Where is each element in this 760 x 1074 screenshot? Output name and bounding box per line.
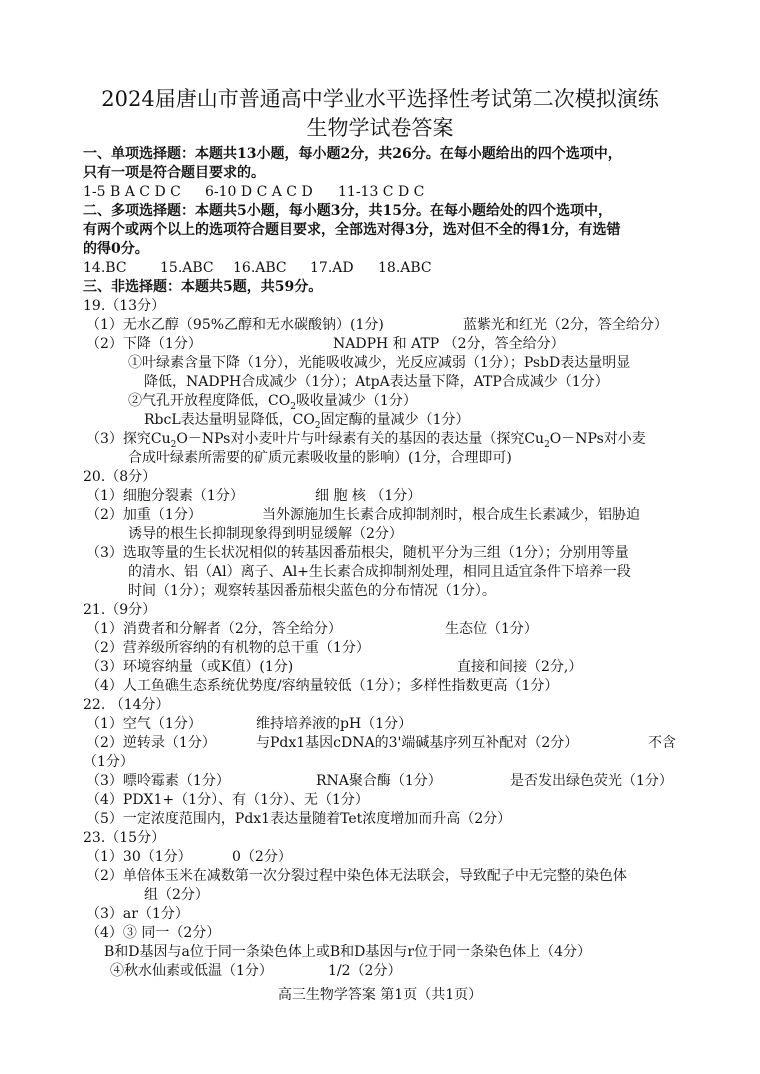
document-title: 2024届唐山市普通高中学业水平选择性考试第二次模拟演练 (101, 87, 659, 111)
q22-2-answer-c-score: （1分） (83, 754, 134, 770)
answer-15: 15.ABC (160, 260, 214, 276)
answers-11-13: 11-13 C D C (338, 184, 425, 200)
q19-2-point3: RbcL表达量明显降低，$CO_2$固定酶的量减少（1分） (144, 412, 470, 431)
q19-2-answer: （2）下降（1分） (86, 336, 202, 352)
q22-2-answer: （2）逆转录（1分） (86, 735, 216, 751)
q20-heading: 20.（8分） (83, 469, 157, 485)
q23-3-answer: （3）ar（1分） (86, 906, 189, 922)
section2-heading-line2: 有两个或两个以上的选项符合题目要求，全部选对得3分，选对但不全的得1分，有选错 (83, 222, 621, 238)
q19-2-point1-line2: 降低，NADPH合成减少（1分）；AtpA表达量下降，ATP合成减少（1分） (144, 374, 609, 390)
section3-heading: 三、非选择题：本题共5题，共59分。 (83, 279, 323, 295)
section2-heading-line1: 二、多项选择题：本题共5小题，每小题3分，共15分。在每小题给处的四个选项中， (83, 203, 612, 219)
q22-3-answer-c: 是否发出绿色荧光（1分） (510, 773, 673, 789)
q19-2-answer-b: NADPH 和 ATP （2分，答全给分） (333, 336, 565, 352)
q23-4-line3-b: 1/2（2分） (328, 963, 402, 979)
q23-heading: 23.（15分） (83, 830, 166, 846)
q20-3-line1: （3）选取等量的生长状况相似的转基因番茄根尖，随机平分为三组（1分）；分别用等量 (86, 545, 629, 561)
q23-2-line2: 组（2分） (144, 887, 209, 903)
q21-2-answer: （2）营养级所容纳的有机物的总干重（1分） (86, 640, 370, 656)
q20-1-answer: （1）细胞分裂素（1分） (86, 488, 244, 504)
q23-4-line2: B和D基因与a位于同一条染色体上或B和D基因与r位于同一条染色体上（4分） (104, 944, 591, 960)
q20-3-line3: 时间（1分）；观察转基因番茄根尖蓝色的分布情况（1分）。 (128, 583, 496, 599)
q19-1-answer: （1）无水乙醇（95%乙醇和无水碳酸钠）(1分) (86, 317, 384, 333)
q23-2-line1: （2）单倍体玉米在减数第一次分裂过程中染色体无法联会，导致配子中无完整的染色体 (86, 868, 627, 884)
q19-heading: 19.（13分） (83, 298, 166, 314)
q23-1-answer-b: 0（2分） (232, 849, 292, 865)
q19-2-point1-line1: ①叶绿素含量下降（1分），光能吸收减少，光反应减弱（1分）；PsbD表达量明显 (128, 355, 631, 371)
q22-3-answer: （3）嘌呤霉素（1分） (86, 773, 230, 789)
q23-4-answer: （4）③ 同一（2分） (86, 925, 221, 941)
answers-6-10: 6-10 D C A C D (205, 184, 313, 200)
q22-2-answer-c: 不含 (648, 735, 676, 751)
q19-1-answer-b: 蓝紫光和红光（2分，答全给分） (463, 317, 668, 333)
answer-17: 17.AD (310, 260, 354, 276)
q20-2-answer: （2）加重（1分） (86, 507, 202, 523)
page-footer: 高三生物学答案 第1页（共1页） (277, 987, 483, 1003)
q20-2-line2: 诱导的根生长抑制现象得到明显缓解（2分） (128, 526, 403, 542)
answer-14: 14.BC (83, 260, 127, 276)
section2-heading-line3: 的得0分。 (83, 241, 149, 257)
q19-3-line2: 合成叶绿素所需要的矿质元素吸收量的影响）(1分，合理即可) (128, 450, 512, 466)
q21-heading: 21.（9分） (83, 602, 157, 618)
q22-1-answer: （1）空气（1分） (86, 716, 202, 732)
section1-heading-line1: 一、单项选择题：本题共13小题，每小题2分，共26分。在每小题给出的四个选项中， (83, 146, 622, 162)
q21-1-answer-b: 生态位（1分） (445, 621, 538, 637)
q21-3-answer: （3）环境容纳量（或K值）(1分) (86, 659, 294, 675)
q22-3-answer-b: RNA聚合酶（1分） (316, 773, 442, 789)
q22-2-answer-b: 与Pdx1基因cDNA的3'端碱基序列互补配对（2分） (256, 735, 579, 751)
q21-1-answer: （1）消费者和分解者（2分，答全给分） (86, 621, 342, 637)
q20-3-line2: 的清水、铝（Al）离子、Al+生长素合成抑制剂处理，相同且适宜条件下培养一段 (128, 564, 631, 580)
q21-4-answer: （4）人工鱼礁生态系统优势度/容纳量较低（1分）；多样性指数更高（1分） (86, 678, 559, 694)
answer-16: 16.ABC (233, 260, 287, 276)
q22-1-answer-b: 维持培养液的pH（1分） (256, 716, 413, 732)
q21-3-answer-b: 直接和间接（2分,） (457, 659, 583, 675)
q23-1-answer: （1）30（1分） (86, 849, 192, 865)
q20-1-answer-b: 细 胞 核 （1分） (315, 488, 422, 504)
q23-4-line3: ④秋水仙素或低温（1分） (110, 963, 273, 979)
q19-3-line1: （3）探究$Cu_2O-NPs$对小麦叶片与叶绿素有关的基因的表达量（探究$Cu_2O-NPs$对小麦 (86, 431, 646, 450)
section1-heading-line2: 只有一项是符合题目要求的。 (83, 165, 265, 181)
answer-18: 18.ABC (378, 260, 432, 276)
q19-2-point2: ②气孔开放程度降低，$CO_2$吸收量减少（1分） (128, 393, 417, 412)
q22-4-answer: （4）PDX1+（1分）、有（1分）、无（1分） (86, 792, 369, 808)
document-subtitle: 生物学试卷答案 (306, 116, 454, 140)
answers-1-5: 1-5 B A C D C (83, 184, 181, 200)
q22-heading: 22. （14分） (83, 697, 170, 713)
q22-5-answer: （5）一定浓度范围内，Pdx1表达量随着Tet浓度增加而升高（2分） (86, 811, 512, 827)
q20-2-answer-b: 当外源施加生长素合成抑制剂时，根合成生长素减少，铝胁迫 (262, 507, 640, 523)
